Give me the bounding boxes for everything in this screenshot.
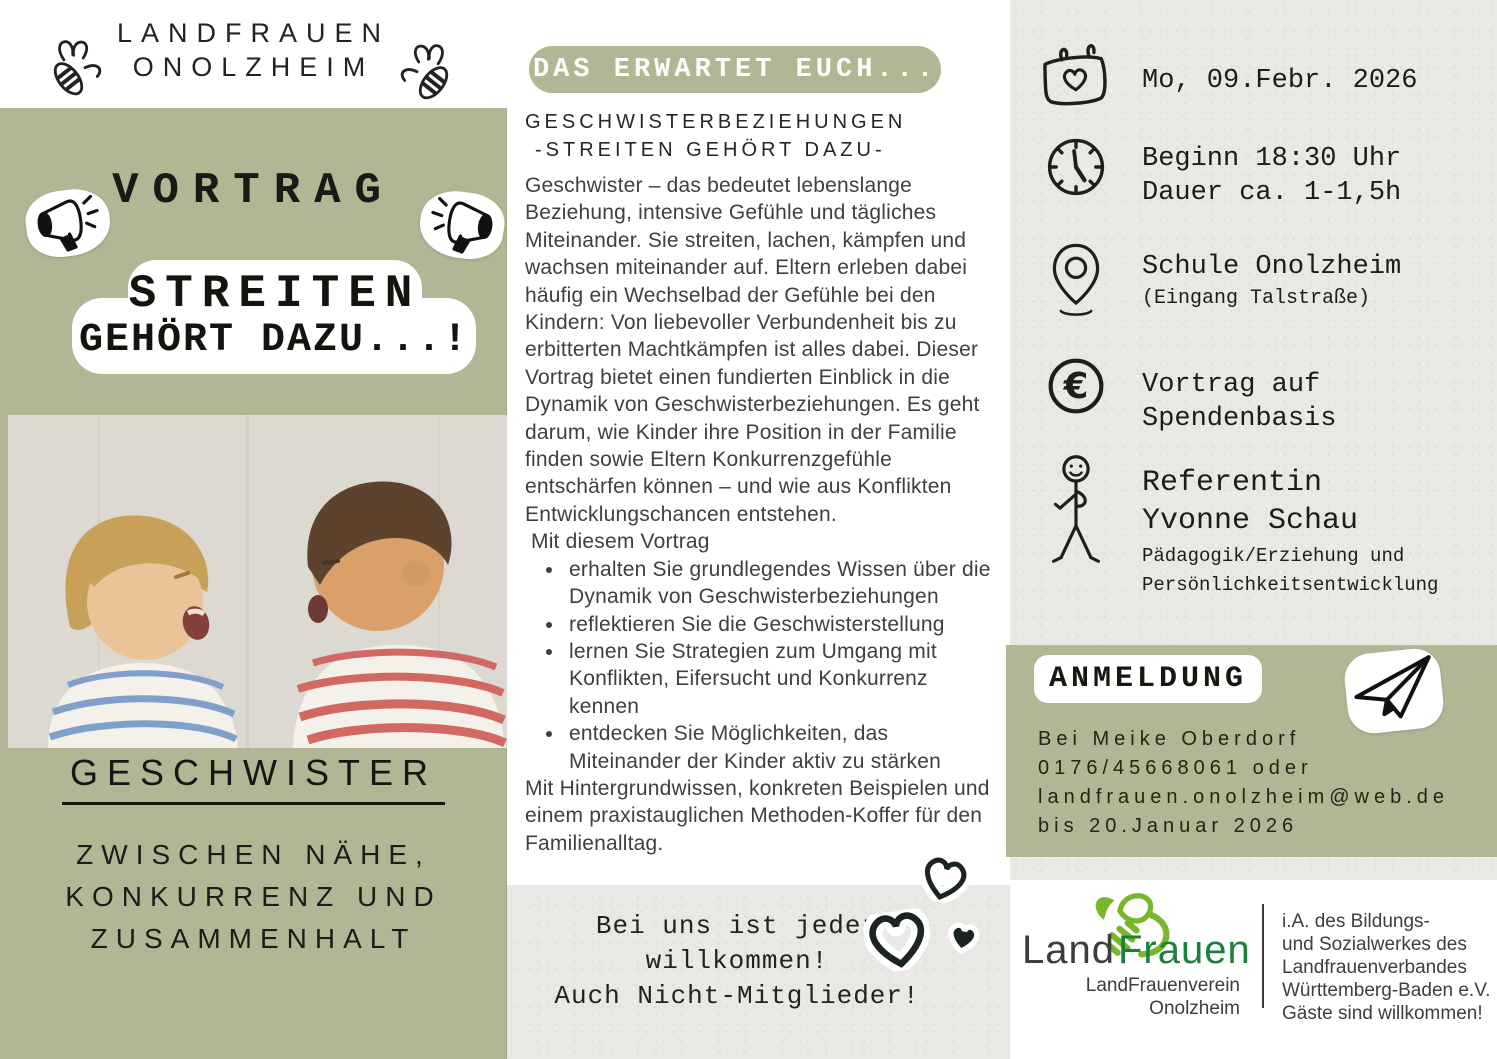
footer-note-line5: Gäste sind willkommen! — [1282, 1003, 1483, 1024]
list-item: • erhalten Sie grundlegendes Wissen über die Dynamik von Geschwisterbeziehungen — [565, 556, 995, 611]
event-location: Schule Onolzheim — [1142, 252, 1402, 282]
footer-divider — [1262, 904, 1264, 1008]
svg-text:€: € — [1063, 366, 1089, 408]
topic-text: GESCHWISTER — [62, 752, 445, 805]
subtitle-line2: KONKURRENZ UND — [65, 881, 442, 912]
registration-phone: 0176/45668061 oder — [1038, 757, 1313, 779]
registration-email: landfrauen.onolzheim@web.de — [1038, 786, 1450, 808]
registration-contact — [1038, 725, 1449, 841]
welcome-band — [507, 885, 1010, 1059]
footer-logo-section — [1010, 880, 1497, 1059]
location-icon — [1010, 238, 1142, 320]
registration-badge: ANMELDUNG — [1034, 655, 1262, 703]
calendar-icon — [1010, 40, 1142, 112]
footer-note-line4: Württemberg-Baden e.V. — [1282, 980, 1491, 1001]
middle-heading — [525, 108, 906, 164]
speaker-field-line1: Pädagogik/Erziehung und — [1142, 545, 1405, 567]
cost-row — [1010, 356, 1497, 436]
org-name-line2: ONOLZHEIM — [132, 52, 375, 82]
headline-line2: GEHÖRT DAZU...! — [78, 318, 470, 363]
org-name-line1: LANDFRAUEN — [116, 18, 391, 48]
children-arguing-photo — [8, 415, 507, 748]
registration-contact-name: Bei Meike Oberdorf — [1038, 728, 1301, 750]
list-intro: Mit diesem Vortrag — [531, 530, 710, 554]
heart-icon — [914, 852, 974, 909]
middle-body — [525, 172, 995, 857]
headline-line1: STREITEN — [128, 268, 422, 320]
logo-text-frauen: Frauen — [1118, 928, 1251, 972]
event-location-detail: (Eingang Talstraße) — [1142, 287, 1371, 310]
topic-heading — [0, 752, 507, 805]
welcome-line3: Auch Nicht-Mitglieder! — [554, 981, 920, 1011]
bee-icon — [386, 40, 470, 106]
benefit-list — [549, 556, 995, 775]
footer-note-line1: i.A. des Bildungs- — [1282, 911, 1430, 932]
middle-heading-line1: GESCHWISTERBEZIEHUNGEN — [525, 111, 907, 133]
heart-icon — [942, 920, 983, 958]
logo-subtitle-line2: Onolzheim — [1149, 998, 1240, 1019]
list-item: • entdecken Sie Möglichkeiten, das Miteinander der Kinder aktiv zu stärken — [565, 720, 995, 775]
cost-line2: Spendenbasis — [1142, 404, 1337, 434]
footer-note — [1282, 910, 1490, 1025]
footer-note-line3: Landfrauenverbandes — [1282, 957, 1467, 978]
time-row — [1010, 134, 1497, 210]
org-header — [0, 0, 507, 108]
logo-text-land: Land — [1022, 928, 1115, 972]
event-time-start: Beginn 18:30 Uhr — [1142, 144, 1402, 174]
footer-note-line2: und Sozialwerkes des — [1282, 934, 1467, 955]
clock-icon — [1010, 134, 1142, 210]
logo-subtitle-line1: LandFrauenverein — [1085, 975, 1240, 996]
speaker-field-line2: Persönlichkeitsentwicklung — [1142, 574, 1439, 596]
subtitle-line3: ZUSAMMENHALT — [90, 923, 417, 954]
location-row — [1010, 238, 1497, 320]
right-panel — [1010, 0, 1497, 1059]
paper-plane-icon — [1342, 646, 1446, 736]
registration-section — [1006, 645, 1497, 857]
intro-paragraph: Geschwister – das bedeutet lebenslange Beziehung, intensive Gefühle und tägliches Miteinander. Sie streiten, lachen, kämpfen und wachsen miteinander auf. Eltern erleben dabei häufig ein Wechselbad der Gefühle bei den Kindern: Von liebevoller Verbundenheit bis zu erbitterten Machtkämpfen ist alles dabei. Dieser Vortrag bietet einen fundierten Einblick in die Dynamik von Geschwisterbeziehungen. Es geht darum, wie Kinder ihre Position in der Familie finden sowie Eltern Konkurrenzgefühle entschärfen können – und wie aus Konflikten Entwicklungschancen entstehen. — [525, 174, 980, 526]
list-item: • lernen Sie Strategien zum Umgang mit Konflikten, Eifersucht und Konkurrenz kennen — [565, 638, 995, 720]
cost-line1: Vortrag auf — [1142, 370, 1321, 400]
date-row — [1010, 40, 1497, 112]
section-badge: DAS ERWARTET EUCH... — [529, 46, 941, 93]
heart-icon — [861, 907, 935, 976]
logo-subtitle — [1070, 974, 1240, 1020]
speaker-row — [1010, 450, 1497, 598]
euro-icon — [1010, 356, 1142, 436]
speaker-name: Yvonne Schau — [1142, 504, 1359, 538]
welcome-line1: Bei uns ist jeder — [595, 911, 879, 941]
left-panel — [0, 0, 507, 1059]
event-date: Mo, 09.Febr. 2026 — [1142, 66, 1418, 96]
middle-heading-line2: -STREITEN GEHÖRT DAZU- — [535, 139, 886, 161]
event-duration: Dauer ca. 1-1,5h — [1142, 178, 1402, 208]
middle-panel — [507, 0, 1010, 1059]
welcome-line2: willkommen! — [645, 946, 829, 976]
speaker-label: Referentin — [1142, 466, 1323, 500]
event-type-title: VORTRAG — [112, 166, 395, 216]
topic-subtitle — [0, 834, 507, 960]
list-item: • reflektieren Sie die Geschwisterstellung — [565, 611, 995, 638]
registration-deadline: bis 20.Januar 2026 — [1038, 815, 1299, 837]
person-icon — [1010, 450, 1142, 598]
subtitle-line1: ZWISCHEN NÄHE, — [76, 839, 431, 870]
outro-paragraph: Mit Hintergrundwissen, konkreten Beispielen und einem praxistauglichen Methoden-Koffer für den Familienalltag. — [525, 776, 990, 855]
